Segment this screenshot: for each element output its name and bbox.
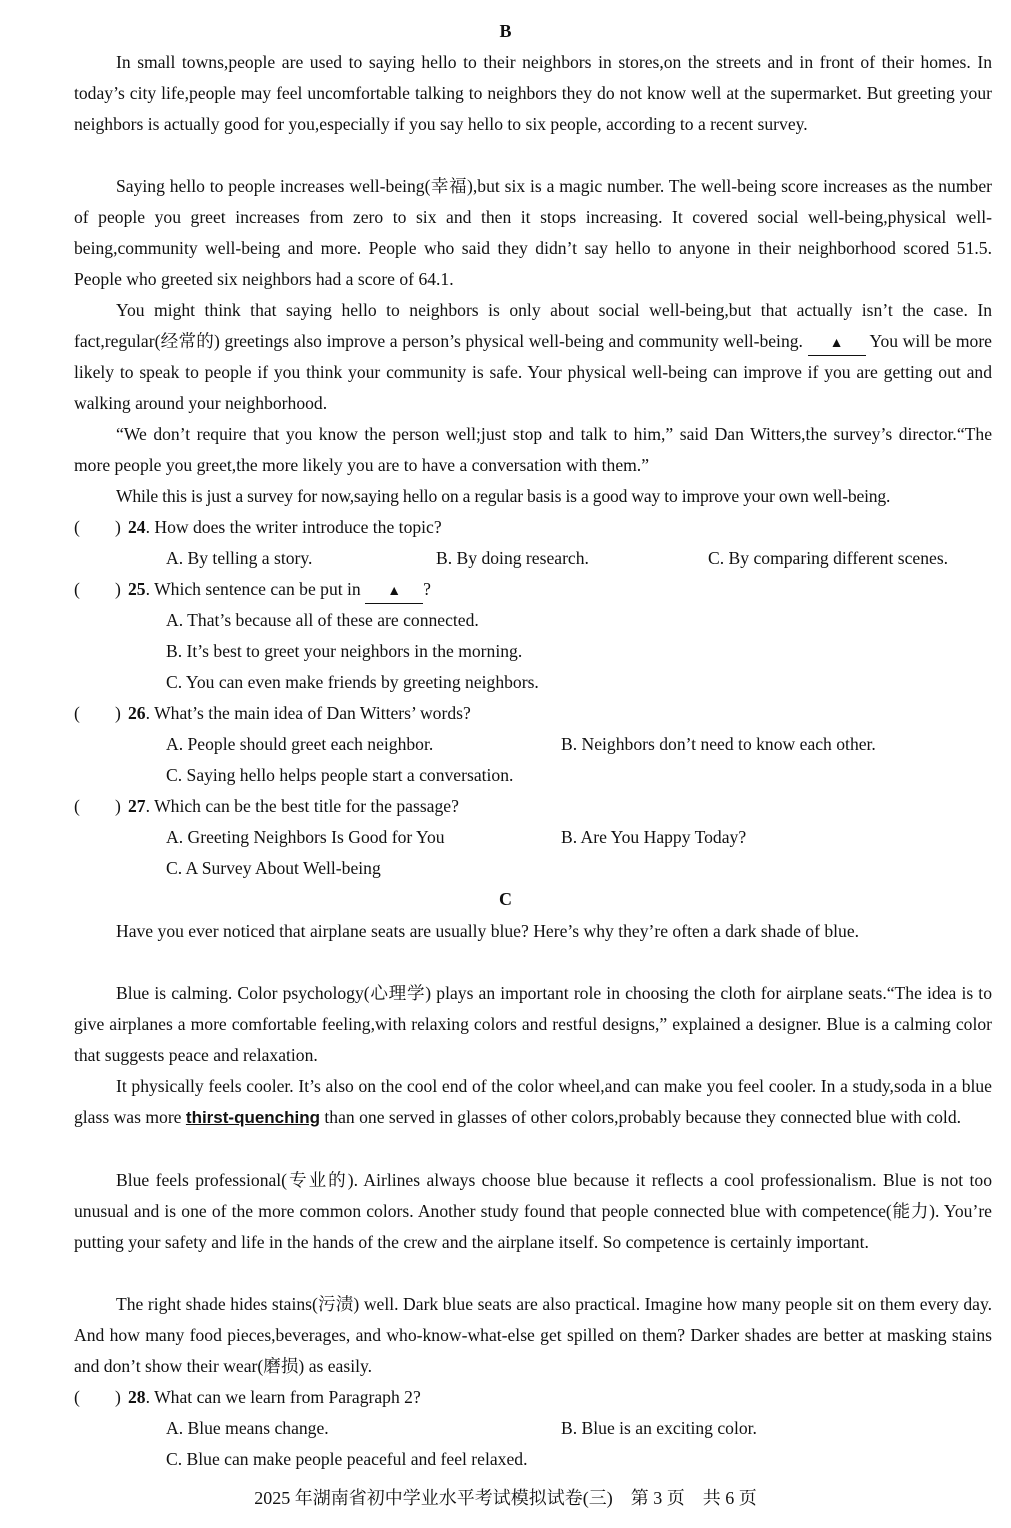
answer-parentheses[interactable]: ( ) [74, 579, 121, 599]
question-stem: . How does the writer introduce the topic? [145, 517, 442, 537]
question-number: 24 [128, 517, 146, 537]
passage-b-paragraph-2: Saying hello to people increases well-being(幸福),but six is a magic number. The well-being score increases as the number of people you greet increases from zero to six and then it stops increasing. It covered social well-being,physical well-being,community well-being and more. People who said they didn’t say hello to anyone in their neighborhood scored 51.5. People who greeted six neighbors had a score of 64.1. [74, 176, 992, 289]
q27-option-a[interactable]: A. Greeting Neighbors Is Good for You [166, 827, 445, 847]
passage-c-paragraph-3-start: It physically feels cooler. It’s also on the cool end of the color wheel,and can make you feel cooler. In a study,soda in a blue glass was more [74, 1076, 992, 1127]
passage-b-paragraph-3-end: You will be more likely to speak to people if you think your community is safe. Your physical well-being can improve if you are getting out and walking around your neighborhood. [74, 331, 992, 413]
page-footer: 2025 年湖南省初中学业水平考试模拟试卷(三) 第 3 页 共 6 页 [254, 1488, 757, 1508]
q26-option-b[interactable]: B. Neighbors don’t need to know each other. [561, 734, 876, 754]
q24-option-b[interactable]: B. By doing research. [436, 548, 589, 568]
section-c-heading: C [499, 889, 512, 909]
question-stem: . What can we learn from Paragraph 2? [145, 1387, 421, 1407]
answer-parentheses[interactable]: ( ) [74, 703, 121, 723]
answer-blank [365, 578, 423, 604]
passage-b-paragraph-5: While this is just a survey for now,saying hello on a regular basis is a good way to improve your own well-being. [116, 486, 891, 506]
question-28 [74, 1382, 992, 1413]
q28-option-c[interactable]: C. Blue can make people peaceful and feel relaxed. [166, 1449, 528, 1469]
question-stem-end: ? [423, 579, 431, 599]
passage-c-paragraph-3-end: than one served in glasses of other colors,probably because they connected blue with cold. [320, 1107, 962, 1127]
question-number: 25 [128, 579, 146, 599]
passage-b-paragraph-3-start: You might think that saying hello to neighbors is only about social well-being,but that actually isn’t the case. In fact,regular(经常的) greetings also improve a person’s physical well-being and community well-being. [74, 300, 992, 351]
answer-blank [808, 330, 866, 356]
triangle-icon: ▲ [387, 584, 402, 599]
q27-option-c[interactable]: C. A Survey About Well-being [166, 858, 381, 878]
question-stem: . Which can be the best title for the passage? [145, 796, 459, 816]
passage-c-paragraph-2: Blue is calming. Color psychology(心理学) plays an important role in choosing the cloth for airplane seats.“The idea is to give airplanes a more comfortable feeling,with relaxing colors and restful designs,” explained a designer. Blue is a calming color that suggests peace and relaxation. [74, 983, 992, 1065]
q26-option-a[interactable]: A. People should greet each neighbor. [166, 734, 434, 754]
passage-c-paragraph-5: The right shade hides stains(污渍) well. Dark blue seats are also practical. Imagine how many people sit on them every day. And how many food pieces,beverages, and who-know-what-else get spilled on them? Darker shades are better at masking stains and don’t show their wear(磨损) as easily. [74, 1294, 992, 1376]
passage-b-paragraph-4: “We don’t require that you know the person well;just stop and talk to him,” said Dan Witters,the survey’s director.“The more people you greet,the more likely you are to have a conversation with them.” [74, 424, 992, 475]
answer-parentheses[interactable]: ( ) [74, 1387, 121, 1407]
passage-b-paragraph-1: In small towns,people are used to saying hello to their neighbors in stores,on the streets and in front of their homes. In today’s city life,people may feel uncomfortable talking to neighbors they do not know well at the supermarket. But greeting your neighbors is actually good for you,especially if you say hello to six people, according to a recent survey. [74, 52, 992, 134]
question-number: 27 [128, 796, 146, 816]
question-24 [74, 512, 992, 543]
question-stem: . Which sentence can be put in [145, 579, 366, 599]
question-26 [74, 698, 992, 729]
q28-option-a[interactable]: A. Blue means change. [166, 1418, 329, 1438]
question-27 [74, 791, 992, 822]
section-b-heading: B [499, 21, 512, 41]
passage-c-paragraph-1: Have you ever noticed that airplane seats are usually blue? Here’s why they’re often a dark shade of blue. [116, 921, 860, 941]
q25-option-c[interactable]: C. You can even make friends by greeting neighbors. [166, 672, 539, 692]
q27-option-b[interactable]: B. Are You Happy Today? [561, 827, 747, 847]
question-number: 28 [128, 1387, 146, 1407]
q25-option-a[interactable]: A. That’s because all of these are connected. [166, 610, 479, 630]
q28-option-b[interactable]: B. Blue is an exciting color. [561, 1418, 757, 1438]
passage-c-paragraph-4: Blue feels professional(专业的). Airlines always choose blue because it reflects a cool professionalism. Blue is not too unusual and is one of the more common colors. Another study found that people connected blue with competence(能力). You’re putting your safety and life in the hands of the crew and the airplane itself. So competence is certainly important. [74, 1170, 992, 1252]
triangle-icon: ▲ [829, 336, 844, 351]
q25-option-b[interactable]: B. It’s best to greet your neighbors in the morning. [166, 641, 523, 661]
answer-parentheses[interactable]: ( ) [74, 517, 121, 537]
q24-option-c[interactable]: C. By comparing different scenes. [708, 548, 949, 568]
q24-option-a[interactable]: A. By telling a story. [166, 548, 313, 568]
keyword-thirst-quenching: thirst-quenching [185, 1108, 321, 1127]
question-stem: . What’s the main idea of Dan Witters’ words? [145, 703, 471, 723]
passage-b-paragraph-3 [74, 295, 992, 419]
q26-option-c[interactable]: C. Saying hello helps people start a conversation. [166, 765, 514, 785]
answer-parentheses[interactable]: ( ) [74, 796, 121, 816]
question-25 [74, 574, 992, 605]
question-number: 26 [128, 703, 146, 723]
passage-c-paragraph-3 [74, 1071, 992, 1133]
